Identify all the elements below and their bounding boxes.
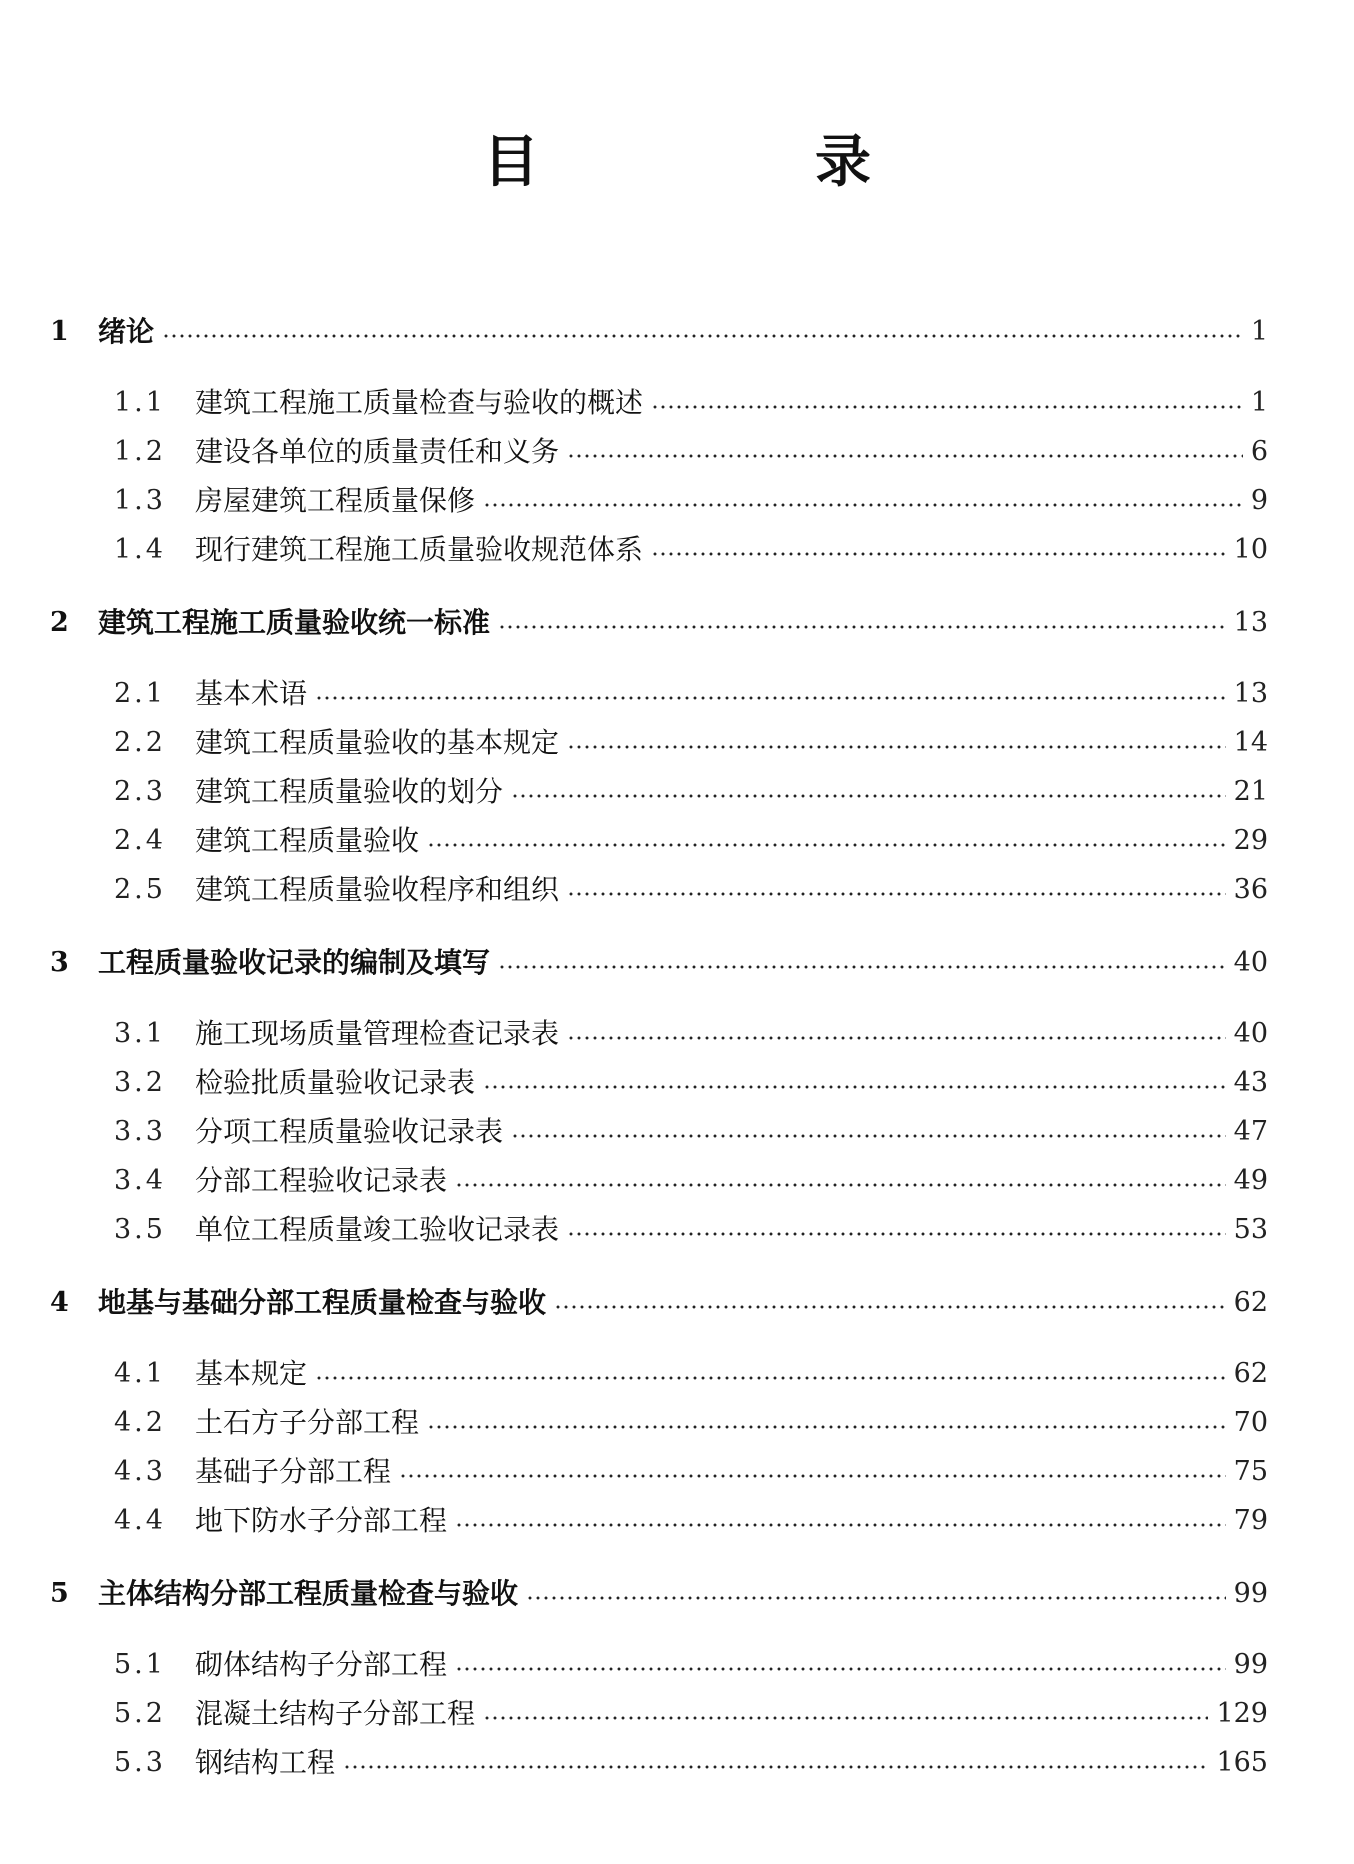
dot-leader bbox=[567, 891, 1226, 897]
toc-section-entry bbox=[0, 1403, 1354, 1443]
toc-section-entry bbox=[0, 772, 1354, 812]
dot-leader bbox=[343, 1764, 1208, 1770]
dot-leader bbox=[498, 624, 1226, 630]
toc-entry-row bbox=[195, 1501, 1268, 1541]
toc-entry-number: 5 bbox=[50, 1578, 69, 1609]
dot-leader bbox=[498, 964, 1226, 970]
toc-section-entry bbox=[0, 1354, 1354, 1394]
dot-leader bbox=[427, 1424, 1226, 1430]
toc-section-entry bbox=[0, 1645, 1354, 1685]
dot-leader bbox=[427, 842, 1226, 848]
dot-leader bbox=[455, 1182, 1226, 1188]
toc-chapter-entry bbox=[0, 1574, 1354, 1614]
toc-entry-page-number: 99 bbox=[1233, 1578, 1268, 1609]
dot-leader bbox=[511, 1133, 1226, 1139]
toc-section-entry bbox=[0, 1112, 1354, 1152]
toc-chapter-entry bbox=[0, 1283, 1354, 1323]
toc-section-entry bbox=[0, 1743, 1354, 1783]
toc-entry-label: 建筑工程施工质量检查与验收的概述 bbox=[195, 386, 644, 419]
toc-entry-number: 2.4 bbox=[114, 825, 166, 856]
toc-section-entry bbox=[0, 1210, 1354, 1250]
toc-entry-number: 2 bbox=[50, 607, 69, 638]
toc-entry-page-number: 9 bbox=[1250, 485, 1268, 516]
toc-entry-label: 单位工程质量竣工验收记录表 bbox=[195, 1213, 560, 1246]
toc-entry-row bbox=[195, 1694, 1268, 1734]
toc-entry-number: 1.3 bbox=[114, 485, 166, 516]
toc-entry-row bbox=[195, 530, 1268, 570]
toc-entry-row bbox=[195, 723, 1268, 763]
toc-entry-label: 分项工程质量验收记录表 bbox=[195, 1115, 504, 1148]
toc-entry-label: 建设各单位的质量责任和义务 bbox=[195, 435, 560, 468]
toc-entry-number: 1.1 bbox=[114, 387, 166, 418]
toc-entry-number: 3.3 bbox=[114, 1116, 166, 1147]
toc-entry-number: 4.2 bbox=[114, 1407, 166, 1438]
toc-entry-label: 基本规定 bbox=[195, 1357, 308, 1390]
toc-entry-page-number: 40 bbox=[1233, 947, 1268, 978]
toc-section-entry bbox=[0, 870, 1354, 910]
dot-leader bbox=[567, 1231, 1226, 1237]
toc-entry-page-number: 43 bbox=[1233, 1067, 1268, 1098]
dot-leader bbox=[399, 1473, 1226, 1479]
dot-leader bbox=[526, 1595, 1226, 1601]
toc-section-entry bbox=[0, 432, 1354, 472]
toc-entry-number: 3 bbox=[50, 947, 69, 978]
toc-entry-row bbox=[195, 1063, 1268, 1103]
toc-entry-row bbox=[98, 943, 1268, 983]
dot-leader bbox=[315, 1375, 1226, 1381]
toc-entry-number: 1.4 bbox=[114, 534, 166, 565]
toc-entry-number: 5.1 bbox=[114, 1649, 166, 1680]
dot-leader bbox=[483, 1084, 1226, 1090]
toc-entry-page-number: 1 bbox=[1250, 316, 1268, 347]
toc-entry-label: 工程质量验收记录的编制及填写 bbox=[98, 946, 491, 979]
toc-entry-row bbox=[195, 772, 1268, 812]
toc-entry-label: 施工现场质量管理检查记录表 bbox=[195, 1017, 560, 1050]
toc-entry-number: 1.2 bbox=[114, 436, 166, 467]
toc-entry-row bbox=[195, 481, 1268, 521]
toc-entry-row bbox=[98, 1283, 1268, 1323]
toc-entry-page-number: 47 bbox=[1233, 1116, 1268, 1147]
toc-entry-page-number: 21 bbox=[1233, 776, 1268, 807]
toc-entry-page-number: 10 bbox=[1233, 534, 1268, 565]
toc-section-entry bbox=[0, 1161, 1354, 1201]
toc-entry-number: 2.1 bbox=[114, 678, 166, 709]
dot-leader bbox=[567, 1035, 1226, 1041]
toc-section-entry bbox=[0, 383, 1354, 423]
toc-entry-row bbox=[195, 1354, 1268, 1394]
dot-leader bbox=[483, 502, 1243, 508]
dot-leader bbox=[455, 1666, 1226, 1672]
toc-entry-row bbox=[195, 870, 1268, 910]
dot-leader bbox=[483, 1715, 1208, 1721]
toc-entry-page-number: 99 bbox=[1233, 1649, 1268, 1680]
toc-entry-page-number: 62 bbox=[1233, 1287, 1268, 1318]
toc-entry-page-number: 62 bbox=[1233, 1358, 1268, 1389]
toc-entry-number: 4.3 bbox=[114, 1456, 166, 1487]
toc-entry-row bbox=[195, 1403, 1268, 1443]
dot-leader bbox=[162, 333, 1243, 339]
dot-leader bbox=[651, 551, 1226, 557]
toc-entry-row bbox=[195, 1112, 1268, 1152]
toc-entry-label: 地下防水子分部工程 bbox=[195, 1504, 448, 1537]
toc-entry-label: 基础子分部工程 bbox=[195, 1455, 392, 1488]
toc-section-entry bbox=[0, 481, 1354, 521]
toc-entry-label: 砌体结构子分部工程 bbox=[195, 1648, 448, 1681]
toc-entry-number: 4.4 bbox=[114, 1505, 166, 1536]
toc-entry-page-number: 79 bbox=[1233, 1505, 1268, 1536]
toc-entry-label: 绪论 bbox=[98, 315, 155, 348]
toc-entry-number: 3.4 bbox=[114, 1165, 166, 1196]
toc-entry-label: 地基与基础分部工程质量检查与验收 bbox=[98, 1286, 547, 1319]
toc-section-entry bbox=[0, 674, 1354, 714]
toc-entry-row bbox=[195, 1743, 1268, 1783]
page-title: 目 录 bbox=[483, 130, 981, 195]
dot-leader bbox=[651, 404, 1243, 410]
toc-entry-label: 基本术语 bbox=[195, 677, 308, 710]
toc-chapter-entry bbox=[0, 603, 1354, 643]
toc-entry-page-number: 1 bbox=[1250, 387, 1268, 418]
toc-entry-number: 3.5 bbox=[114, 1214, 166, 1245]
toc-entry-row bbox=[98, 1574, 1268, 1614]
toc-entry-number: 1 bbox=[50, 316, 69, 347]
toc-entry-label: 主体结构分部工程质量检查与验收 bbox=[98, 1577, 519, 1610]
toc-entry-label: 建筑工程质量验收 bbox=[195, 824, 420, 857]
toc-entry-page-number: 29 bbox=[1233, 825, 1268, 856]
toc-entry-page-number: 14 bbox=[1233, 727, 1268, 758]
toc-entry-row bbox=[195, 1014, 1268, 1054]
toc-entry-page-number: 49 bbox=[1233, 1165, 1268, 1196]
toc-entry-number: 4.1 bbox=[114, 1358, 166, 1389]
toc-entry-number: 5.2 bbox=[114, 1698, 166, 1729]
toc-entry-number: 2.5 bbox=[114, 874, 166, 905]
toc-entry-page-number: 13 bbox=[1233, 678, 1268, 709]
toc-entry-label: 房屋建筑工程质量保修 bbox=[195, 484, 476, 517]
toc-section-entry bbox=[0, 1063, 1354, 1103]
toc-entry-row bbox=[98, 312, 1268, 352]
toc-entry-number: 3.1 bbox=[114, 1018, 166, 1049]
toc-entry-label: 建筑工程质量验收的划分 bbox=[195, 775, 504, 808]
toc-entry-row bbox=[195, 1161, 1268, 1201]
toc-entry-label: 现行建筑工程施工质量验收规范体系 bbox=[195, 533, 644, 566]
toc-entry-page-number: 75 bbox=[1233, 1456, 1268, 1487]
toc-entry-page-number: 53 bbox=[1233, 1214, 1268, 1245]
toc-entry-label: 建筑工程质量验收程序和组织 bbox=[195, 873, 560, 906]
toc-entry-number: 2.2 bbox=[114, 727, 166, 758]
toc-entry-label: 建筑工程质量验收的基本规定 bbox=[195, 726, 560, 759]
toc-entry-row bbox=[195, 821, 1268, 861]
toc-section-entry bbox=[0, 821, 1354, 861]
dot-leader bbox=[455, 1522, 1226, 1528]
toc-entry-row bbox=[98, 603, 1268, 643]
toc-entry-page-number: 70 bbox=[1233, 1407, 1268, 1438]
toc-entry-row bbox=[195, 1210, 1268, 1250]
toc-entry-page-number: 6 bbox=[1250, 436, 1268, 467]
toc-entry-page-number: 129 bbox=[1216, 1698, 1268, 1729]
toc-entry-label: 混凝土结构子分部工程 bbox=[195, 1697, 476, 1730]
toc-section-entry bbox=[0, 1014, 1354, 1054]
toc-entry-page-number: 13 bbox=[1233, 607, 1268, 638]
toc-entry-number: 2.3 bbox=[114, 776, 166, 807]
toc-entry-label: 钢结构工程 bbox=[195, 1746, 336, 1779]
toc-entry-label: 检验批质量验收记录表 bbox=[195, 1066, 476, 1099]
toc-section-entry bbox=[0, 723, 1354, 763]
dot-leader bbox=[567, 453, 1243, 459]
toc-entry-page-number: 36 bbox=[1233, 874, 1268, 905]
toc-chapter-entry bbox=[0, 943, 1354, 983]
toc-section-entry bbox=[0, 1452, 1354, 1492]
toc-entry-row bbox=[195, 1452, 1268, 1492]
toc-entry-row bbox=[195, 674, 1268, 714]
toc-section-entry bbox=[0, 1501, 1354, 1541]
toc-chapter-entry bbox=[0, 312, 1354, 352]
dot-leader bbox=[315, 695, 1226, 701]
toc-section-entry bbox=[0, 1694, 1354, 1734]
toc-entry-label: 分部工程验收记录表 bbox=[195, 1164, 448, 1197]
toc-entry-label: 土石方子分部工程 bbox=[195, 1406, 420, 1439]
toc-entry-number: 5.3 bbox=[114, 1747, 166, 1778]
dot-leader bbox=[567, 744, 1226, 750]
dot-leader bbox=[554, 1304, 1226, 1310]
toc-entry-number: 3.2 bbox=[114, 1067, 166, 1098]
toc-entry-row bbox=[195, 1645, 1268, 1685]
toc-entry-label: 建筑工程施工质量验收统一标准 bbox=[98, 606, 491, 639]
toc-section-entry bbox=[0, 530, 1354, 570]
toc-entry-row bbox=[195, 383, 1268, 423]
toc-entry-page-number: 165 bbox=[1216, 1747, 1268, 1778]
dot-leader bbox=[511, 793, 1226, 799]
toc-entry-number: 4 bbox=[50, 1287, 69, 1318]
toc-entry-row bbox=[195, 432, 1268, 472]
toc-entry-page-number: 40 bbox=[1233, 1018, 1268, 1049]
